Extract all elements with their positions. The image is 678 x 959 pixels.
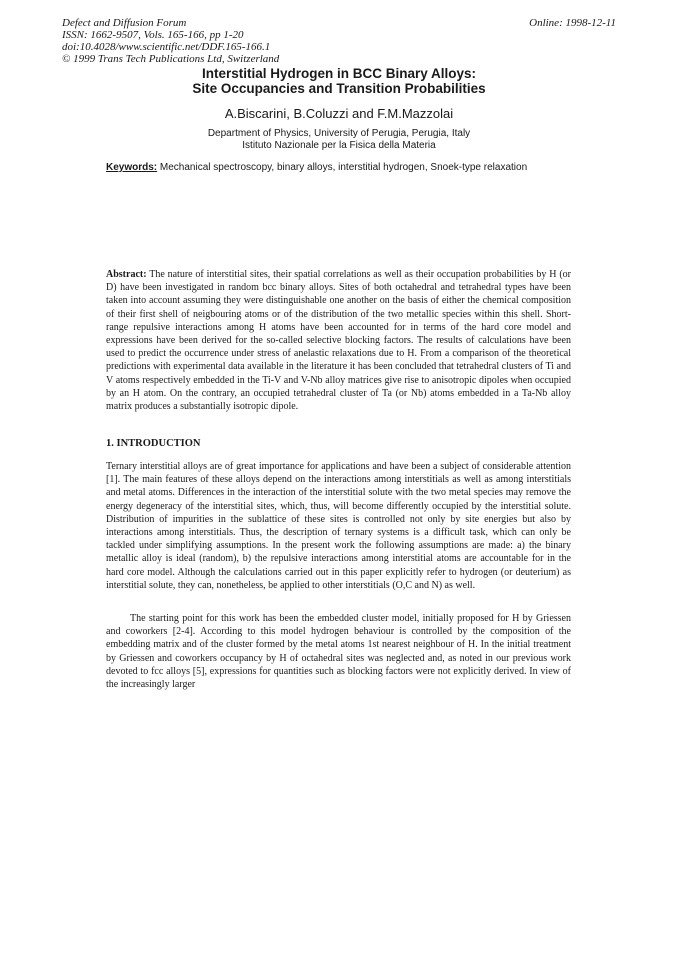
keywords-label: Keywords: (106, 162, 158, 173)
affiliation-line-2: Istituto Nazionale per la Fisica della Materia (242, 140, 436, 151)
journal-metadata (62, 17, 279, 65)
journal-name: Defect and Diffusion Forum (62, 17, 187, 29)
section-heading-introduction: 1. INTRODUCTION (106, 438, 201, 449)
issn-line: ISSN: 1662-9507, Vols. 165-166, pp 1-20 (62, 29, 244, 41)
affiliation-line-1: Department of Physics, University of Perugia, Perugia, Italy (207, 128, 471, 139)
copyright-line: © 1999 Trans Tech Publications Ltd, Switzerland (62, 53, 280, 65)
online-date: Online: 1998-12-11 (529, 17, 616, 29)
abstract-label: Abstract: (106, 269, 147, 280)
introduction-paragraph-2 (106, 612, 571, 691)
introduction-paragraph-1 (106, 460, 571, 592)
affiliation (0, 128, 678, 152)
paper-title (0, 66, 678, 96)
authors: A.Biscarini, B.Coluzzi and F.M.Mazzolai (224, 106, 454, 121)
keywords-text: Mechanical spectroscopy, binary alloys, interstitial hydrogen, Snoek-type relaxation (157, 162, 528, 173)
abstract (106, 268, 571, 413)
doi-line: doi:10.4028/www.scientific.net/DDF.165-166.1 (62, 41, 271, 53)
paragraph-text: Ternary interstitial alloys are of great importance for applications and have been a subject of considerable attention [1]. The main features of these alloys depend on the interactions among interstitials as well as among interstitials and metal atoms. Differences in the interaction of the interstitial solute with the two metal species may remove the energy degeneracy of the interstitial sites, which, thus, will become differently occupied by the interstitial solute. Distribution of impurities in the sublattice of these sites is controlled not only by site energies but also by interactions among interstitials. Thus, the description of ternary systems is a difficult task, which can only be tackled under simplifying assumptions. In the present work the following assumptions are made: a) the binary metallic alloy is ideal (random), b) the repulsive interactions among interstitial atoms are accountable for in the hard core model. Although the calculations carried out in this paper explicitly refer to hydrogen (or deuterium) as interstitial solute, they can, nonetheless, be applied to other interstitials (O,C and N) as well. (106, 461, 571, 591)
keywords (106, 162, 576, 174)
title-line-1: Interstitial Hydrogen in BCC Binary Alloys: (201, 66, 477, 81)
paragraph-text: The starting point for this work has been the embedded cluster model, initially proposed for H by Griessen and coworkers [2-4]. According to this model hydrogen behaviour is controlled by the composition of the embedding matrix and of the cluster formed by the metal atoms 1st nearest neighbour of H. In the initial treatment by Griessen and coworkers occupancy by H of octahedral sites was neglected and, as noted in our previous work devoted to fcc alloys [5], expressions for quantities such as blocking factors were not explicitly derived. In view of the increasingly larger (106, 613, 571, 691)
abstract-text: The nature of interstitial sites, their spatial correlations as well as their occupation probabilities by H (or D) have been investigated in random bcc binary alloys. Sites of both octahedral and tetrahedral types have been taken into account assuming they were distinguishable one another on the basis of either the chemical composition of their first shell of neigbouring atoms or of the distribution of the two metallic species within this shell. Short-range repulsive interactions among H atoms have been accounted for in terms of the hard core model and expressions have been derived for the so-called selective blocking factors. The results of calculations have been used to predict the occurrence under stress of anelastic relaxations due to H. From a comparison of the theoretical predictions with experimental data available in the literature it has been concluded that tetrahedral clusters of Ti and V atoms respectively embedded in the Ti-V and V-Nb alloy matrices give rise to anisotropic dipoles when occupied by an H atom. On the contrary, an occupied tetrahedral cluster of Ta (or Nb) atoms embedded in a Ta-Nb alloy matrix produces a substantially isotropic dipole. (106, 269, 571, 413)
title-line-2: Site Occupancies and Transition Probabilities (192, 81, 486, 96)
